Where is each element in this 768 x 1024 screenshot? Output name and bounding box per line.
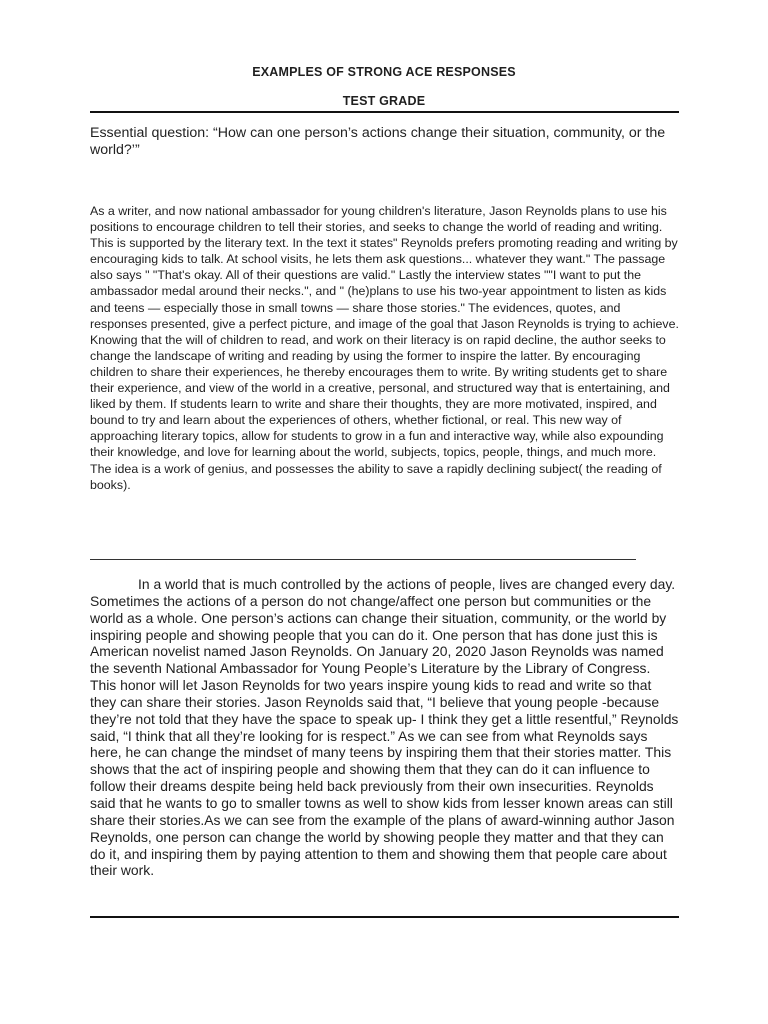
- document-title: EXAMPLES OF STRONG ACE RESPONSES: [252, 65, 516, 79]
- top-divider: [90, 111, 679, 113]
- response-separator: [90, 559, 636, 560]
- bottom-divider: [90, 916, 679, 918]
- document-subtitle: TEST GRADE: [342, 94, 426, 108]
- response-paragraph-1: As a writer, and now national ambassador for young children's literature, Jason Reynolds plans to use his positions to encourage children to tell their stories, and seeks to change the world of reading and writing. This is supported by the literary text. In the text it states" Reynolds prefers promoting reading and writing by encouraging kids to talk. At school visits, he lets them ask questions... whatever they want." The passage also says " "That's okay. All of their questions are valid." Lastly the interview states ""I want to put the ambassador medal around their necks.", and " (he)plans to use his two-year appointment to listen as kids and teens — especially those in small towns — share those stories." The evidences, quotes, and responses presented, give a perfect picture, and image of the goal that Jason Reynolds is trying to achieve. Knowing that the will of children to read, and work on their literacy is on rapid decline, the author seeks to change the landscape of writing and reading by using the former to inspire the latter. By encouraging children to share their experiences, he thereby encourages them to write. By writing students get to share their experience, and view of the world in a creative, personal, and structured way that is entertaining, and liked by them. If students learn to write and share their thoughts, they are more motivated, inspired, and bound to try and learn about the experiences of others, whether fictional, or real. This new way of approaching literary topics, allow for students to grow in a fun and interactive way, while also expounding their knowledge, and love for learning about the world, subjects, topics, people, things, and much more. The idea is a work of genius, and possesses the ability to save a rapidly declining subject( the reading of books).: [90, 204, 679, 492]
- response-paragraph-2: In a world that is much controlled by the actions of people, lives are changed every day. Sometimes the actions of a person do not change/affect one person but communities or the world as a whole. One person’s actions can change their situation, community, or the world by inspiring people and showing people that you can do it. One person that has done just this is American novelist named Jason Reynolds. On January 20, 2020 Jason Reynolds was named the seventh National Ambassador for Young People’s Literature by the Library of Congress. This honor will let Jason Reynolds for two years inspire young kids to read and write so that they can share their stories. Jason Reynolds said that, “I believe that young people -because they’re not told that they have the space to speak up- I think they get a little resentful,” Reynolds said, “I think that all they’re looking for is respect.” As we can see from what Reynolds says here, he can change the mindset of many teens by inspiring them that their stories matter. This shows that the act of inspiring people and showing them that they can do it can influence to follow their dreams despite being held back previously from their own insecurities. Reynolds said that he wants to go to smaller towns as well to show kids from lesser known areas can still share their stories.As we can see from the example of the plans of award-winning author Jason Reynolds, one person can change the world by showing people they matter and that they can do it, and inspiring them by paying attention to them and showing them that people care about their work.: [90, 576, 679, 879]
- essential-question: Essential question: “How can one person’s actions change their situation, community, or the world?’”: [90, 125, 666, 158]
